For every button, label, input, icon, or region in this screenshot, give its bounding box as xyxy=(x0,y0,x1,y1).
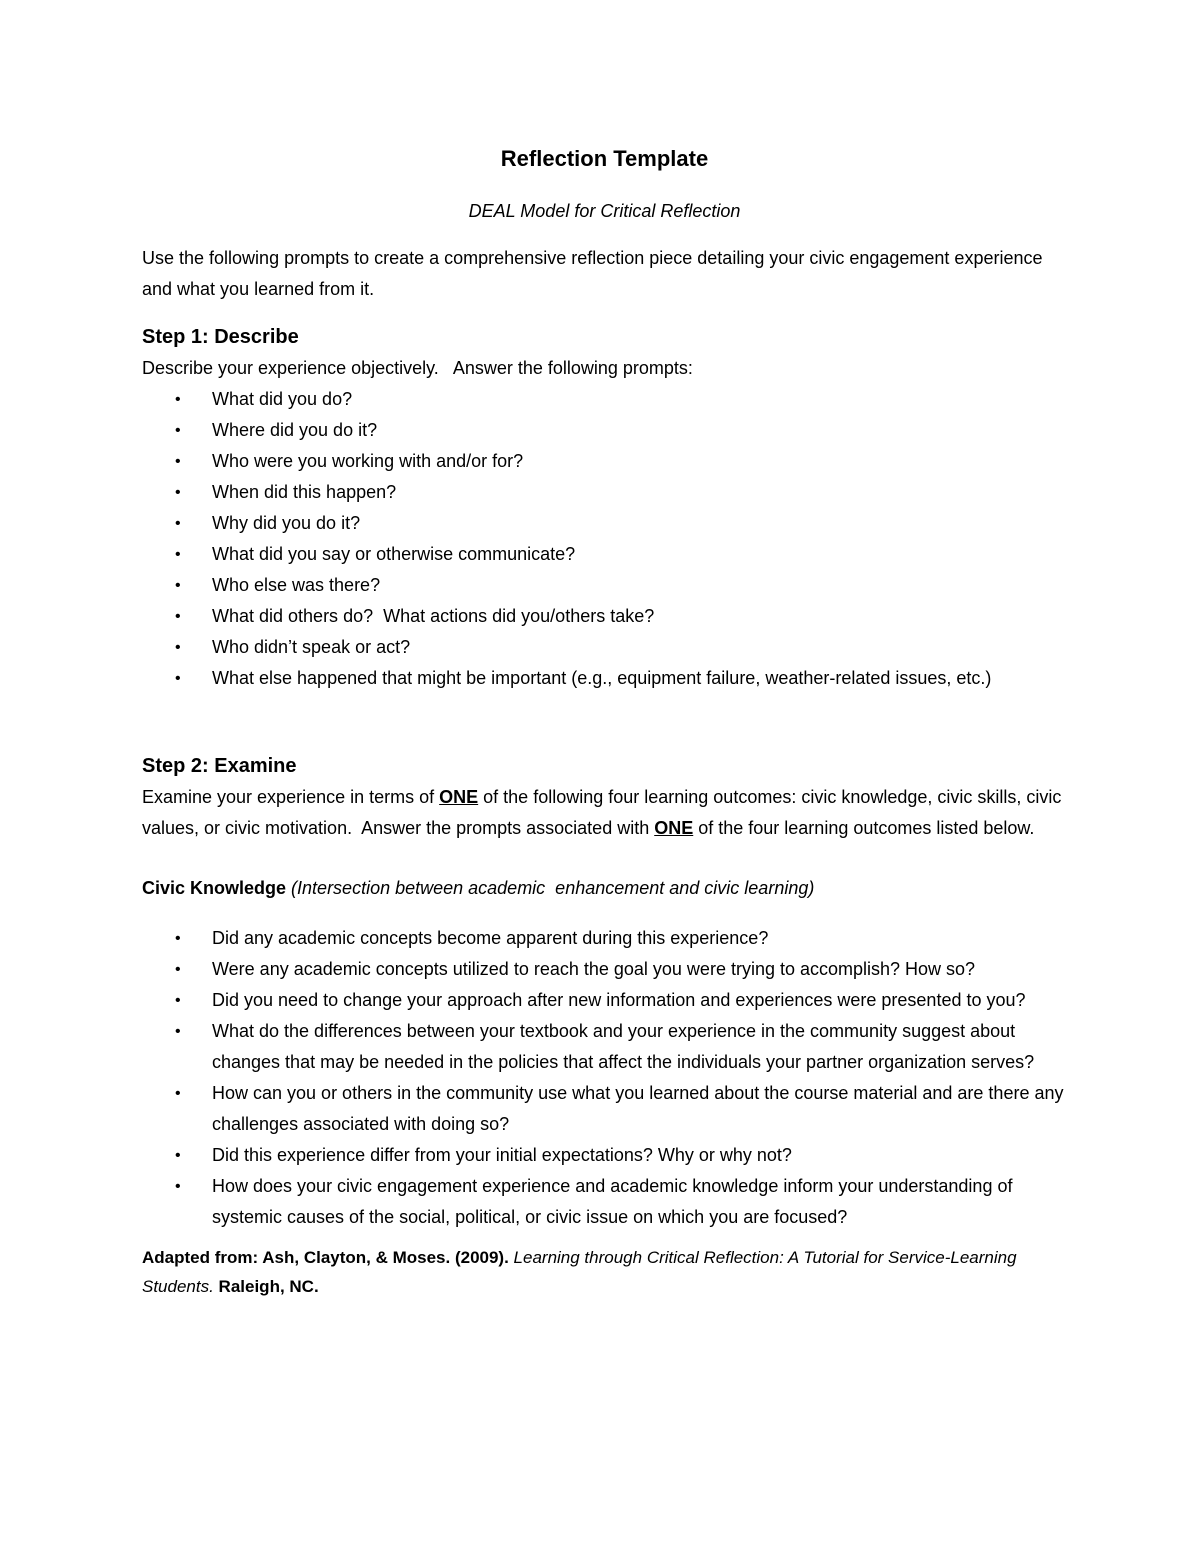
list-item-text: Did this experience differ from your initial expectations? Why or why not? xyxy=(212,1145,792,1165)
list-item-text: Who were you working with and/or for? xyxy=(212,451,524,471)
civic-knowledge-prompt-list xyxy=(142,923,1067,1233)
bullet-icon: • xyxy=(175,639,181,656)
list-item xyxy=(142,632,1067,663)
bullet-icon: • xyxy=(175,422,181,439)
document-subtitle: DEAL Model for Critical Reflection xyxy=(468,201,741,221)
step1-instructions: Describe your experience objectively. Answer the following prompts: xyxy=(142,358,693,378)
list-item-text: What else happened that might be important (e.g., equipment failure, weather-related issues, etc.) xyxy=(212,668,992,688)
list-item-text: Who didn’t speak or act? xyxy=(212,637,411,657)
bullet-icon: • xyxy=(175,992,181,1009)
list-item-text: Did you need to change your approach after new information and experiences were presented to you? xyxy=(212,990,1026,1010)
citation xyxy=(142,1243,1067,1301)
list-item-text: Did any academic concepts become apparent during this experience? xyxy=(212,928,769,948)
citation-tail: Raleigh, NC. xyxy=(213,1277,319,1296)
list-item xyxy=(142,1171,1067,1233)
emphasis-one: ONE xyxy=(439,787,479,807)
list-item xyxy=(142,508,1067,539)
bullet-icon: • xyxy=(175,961,181,978)
list-item xyxy=(142,985,1067,1016)
list-item xyxy=(142,384,1067,415)
list-item-text: What did you do? xyxy=(212,389,353,409)
list-item-text: Why did you do it? xyxy=(212,513,361,533)
list-item xyxy=(142,1016,1067,1078)
document-title: Reflection Template xyxy=(500,146,709,171)
list-item-text: Where did you do it? xyxy=(212,420,378,440)
civic-knowledge-heading xyxy=(142,873,1067,904)
list-item-text: How does your civic engagement experience and academic knowledge inform your understanding of systemic causes of the social, political, or civic issue on which you are focused? xyxy=(212,1176,1013,1227)
bullet-icon: • xyxy=(175,1147,181,1164)
citation-work-title: Learning through Critical Reflection: A Tutorial for Service-Learning Students. xyxy=(142,1248,1022,1296)
list-item-text: What do the differences between your textbook and your experience in the community suggest about changes that may be needed in the policies that affect the individuals your partner organization serves? xyxy=(212,1021,1035,1072)
civic-knowledge-label: Civic Knowledge xyxy=(142,878,287,898)
list-item-text: Who else was there? xyxy=(212,575,381,595)
bullet-icon: • xyxy=(175,608,181,625)
step1-heading: Step 1: Describe xyxy=(142,326,299,348)
list-item-text: When did this happen? xyxy=(212,482,397,502)
list-item xyxy=(142,1078,1067,1140)
list-item xyxy=(142,601,1067,632)
step2-text-part1: Examine your experience in terms of xyxy=(142,787,440,807)
bullet-icon: • xyxy=(175,391,181,408)
bullet-icon: • xyxy=(175,1023,181,1040)
step2-heading: Step 2: Examine xyxy=(142,755,297,777)
citation-lead: Adapted from: Ash, Clayton, & Moses. (2009). xyxy=(142,1248,514,1267)
list-item-text: What did you say or otherwise communicate? xyxy=(212,544,576,564)
civic-knowledge-description: (Intersection between academic enhancement and civic learning) xyxy=(291,878,815,898)
list-item-text: What did others do? What actions did you/others take? xyxy=(212,606,655,626)
bullet-icon: • xyxy=(175,1085,181,1102)
list-item xyxy=(142,570,1067,601)
step1-prompt-list xyxy=(142,384,1067,694)
list-item-text: How can you or others in the community use what you learned about the course material and are there any challenges associated with doing so? xyxy=(212,1083,1064,1134)
list-item xyxy=(142,1140,1067,1171)
list-item xyxy=(142,477,1067,508)
list-item xyxy=(142,415,1067,446)
list-item xyxy=(142,923,1067,954)
bullet-icon: • xyxy=(175,546,181,563)
list-item xyxy=(142,539,1067,570)
document-body xyxy=(142,142,1067,1301)
bullet-icon: • xyxy=(175,484,181,501)
list-item-text: Were any academic concepts utilized to reach the goal you were trying to accomplish? How so? xyxy=(212,959,976,979)
bullet-icon: • xyxy=(175,670,181,687)
bullet-icon: • xyxy=(175,577,181,594)
bullet-icon: • xyxy=(175,930,181,947)
bullet-icon: • xyxy=(175,515,181,532)
emphasis-one: ONE xyxy=(654,818,694,838)
list-item xyxy=(142,446,1067,477)
intro-paragraph: Use the following prompts to create a comprehensive reflection piece detailing your civic engagement experience and what you learned from it. xyxy=(142,248,1043,299)
bullet-icon: • xyxy=(175,1178,181,1195)
bullet-icon: • xyxy=(175,453,181,470)
step2-text-part2: of the following four learning outcomes: civic knowledge, civic skills, civic values, or civic motivation. Answer the prompts associated with xyxy=(142,787,1067,838)
step2-text-part3: of the four learning outcomes listed below. xyxy=(693,818,1035,838)
list-item xyxy=(142,954,1067,985)
list-item xyxy=(142,663,1067,694)
step2-instructions xyxy=(142,782,1067,844)
